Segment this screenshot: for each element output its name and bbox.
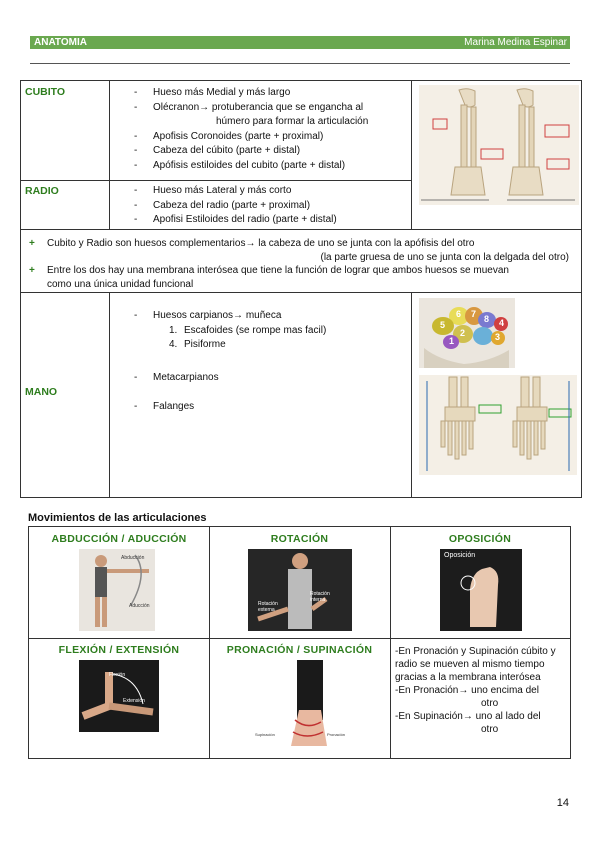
mano-label: MANO [25,386,58,398]
rotacion-externa-label: Rotación externa [258,601,278,613]
row-divider-mano [21,292,581,293]
flexion-label: Flexión [109,672,126,678]
note-continuation: (la parte gruesa de uno se junta con la delgada del otro) [320,251,569,263]
list-item: - Apofisi Estiloides del radio (parte + distal) [134,214,337,226]
section-title: ANATOMIA [34,37,87,48]
author-name: Marina Medina Espinar [464,37,567,48]
list-item-continuation: húmero para formar la articulación [216,116,369,128]
note-item: + Cubito y Radio son huesos complementarios→ la cabeza de uno se junta con la apófisis del otro [29,238,475,249]
carpal-number: 2 [460,328,466,338]
col-divider-bottom [109,292,110,498]
col-divider-top-right [411,81,412,229]
rotacion-photo [248,549,352,631]
list-sub-item: 4. Pisiforme [169,339,226,351]
list-item: - Hueso más Medial y más largo [134,87,291,98]
row-divider-notes [21,229,581,230]
pronacion-note [395,645,570,736]
rotacion-interna-label: Rotación interna [310,591,330,603]
oposicion-photo [440,549,522,631]
list-item: - Apofisis Coronoides (parte + proximal) [134,130,324,142]
abduccion-photo [79,549,155,631]
note-line: -En Pronación y Supinación cúbito y radio se mueven al mismo tiempo gracias a la membrana interósea [395,646,556,683]
carpal-number: 8 [484,314,490,324]
abduccion-title: ABDUCCIÓN / ADUCCIÓN [51,533,187,545]
mov-col-divider [390,527,391,758]
mano-list [134,309,326,353]
pronacion-title: PRONACIÓN / SUPINACIÓN [226,644,373,656]
movements-title: Movimientos de las articulaciones [28,512,207,524]
note-item: + Entre los dos hay una membrana interósea que tiene la función de lograr que ambos huesos se muevan [29,265,509,276]
cubito-label: CUBITO [25,86,66,98]
carpal-number: 5 [440,320,446,330]
oposicion-label: Oposición [444,552,476,559]
note-line: otro [481,698,499,709]
carpal-number: 3 [495,332,501,342]
note-line: -En Pronación→ uno encima del [395,685,539,696]
abduccion-label: Abducción [121,555,145,561]
pronacion-label: Pronación [327,732,346,737]
list-item: - Cabeza del cúbito (parte + distal) [134,145,301,157]
list-item: - Cabeza del radio (parte + proximal) [134,199,311,211]
hand-bones-illustration [419,375,577,475]
carpal-number: 1 [449,336,455,346]
aduccion-label: Aducción [129,603,150,609]
forearm-bones-illustration [419,85,579,205]
col-divider-bottom-right [411,292,412,498]
flexion-title: FLEXIÓN / EXTENSIÓN [58,644,180,656]
pronacion-photo [255,660,351,752]
metacarpianos-item: - Metacarpianos [134,372,219,383]
list-item: - Apófisis estiloides del cubito (parte + distal) [134,159,346,171]
carpal-number: 7 [471,309,477,319]
oposicion-title: OPOSICIÓN [448,533,512,545]
falanges-item: - Falanges [134,401,195,412]
carpal-number: 6 [456,309,462,319]
carpal-number: 4 [499,318,505,328]
header-rule [30,63,570,64]
note-continuation: como una única unidad funcional [47,278,194,290]
carpal-bones-illustration [419,298,515,368]
row-divider-cubito-radio [21,180,411,181]
mov-col-divider [209,527,210,758]
mov-row-divider [29,638,570,639]
list-sub-item: 1. Escafoides (se rompe mas facil) [169,324,327,336]
anatomy-table [20,80,582,498]
cubito-list [134,86,368,174]
col-divider-top [109,81,110,229]
movements-table [28,526,571,759]
supinacion-label: Supinación [255,732,275,737]
note-line: -En Supinación→ uno al lado del [395,711,541,722]
header-bar [30,36,570,49]
list-item: - Hueso más Lateral y más corto [134,185,292,196]
note-line: otro [481,724,499,735]
radio-list [134,184,337,228]
page-number: 14 [556,797,569,809]
extension-label: Extensión [123,698,145,704]
radio-label: RADIO [25,185,59,197]
list-item: - Huesos carpianos→ muñeca [134,310,282,321]
forearm-notes [29,237,577,291]
rotacion-title: ROTACIÓN [270,533,329,545]
flexion-photo [79,660,159,732]
list-item: - Olécranon→ protuberancia que se engancha al [134,101,364,113]
